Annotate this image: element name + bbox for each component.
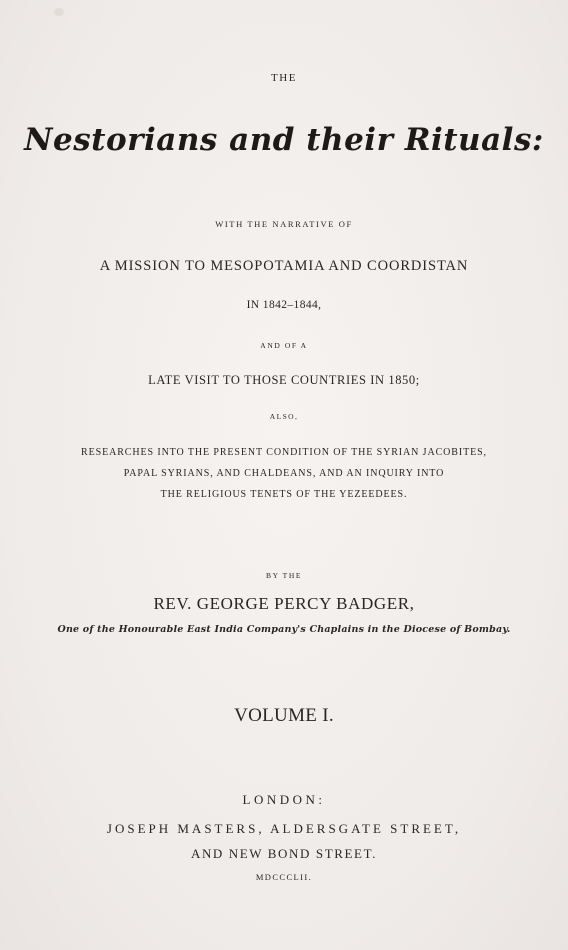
research-line: THE RELIGIOUS TENETS OF THE YEZEEDEES. xyxy=(160,489,408,500)
publisher-address: AND NEW BOND STREET. xyxy=(190,846,378,861)
publisher-city: LONDON: xyxy=(242,792,326,807)
connector-also: ALSO, xyxy=(269,412,299,421)
author-role: One of the Honourable East India Company's Chaplains in the Diocese of Bombay. xyxy=(57,624,511,635)
late-visit-line: LATE VISIT TO THOSE COUNTRIES IN 1850; xyxy=(148,373,420,387)
main-title: Nestorians and their Rituals: xyxy=(24,122,544,158)
volume-label: VOLUME I. xyxy=(234,705,334,726)
publisher-name: JOSEPH MASTERS, ALDERSGATE STREET, xyxy=(106,821,462,836)
byline-intro: BY THE xyxy=(265,571,303,580)
research-line: PAPAL SYRIANS, AND CHALDEANS, AND AN INQUIRY INTO xyxy=(123,468,445,479)
connector-and-of-a: AND OF A xyxy=(260,341,308,350)
mission-line: A MISSION TO MESOPOTAMIA AND COORDISTAN xyxy=(99,258,469,274)
mission-years: IN 1842–1844, xyxy=(246,299,322,311)
paper-foxing-spot xyxy=(54,8,64,16)
author-name: REV. GEORGE PERCY BADGER, xyxy=(153,594,415,613)
title-article: THE xyxy=(271,72,297,84)
research-block xyxy=(0,442,568,505)
research-line: RESEARCHES INTO THE PRESENT CONDITION OF THE SYRIAN JACOBITES, xyxy=(81,447,487,458)
publication-date: MDCCCLII. xyxy=(255,872,313,882)
narrative-intro: WITH THE NARRATIVE OF xyxy=(215,219,353,229)
